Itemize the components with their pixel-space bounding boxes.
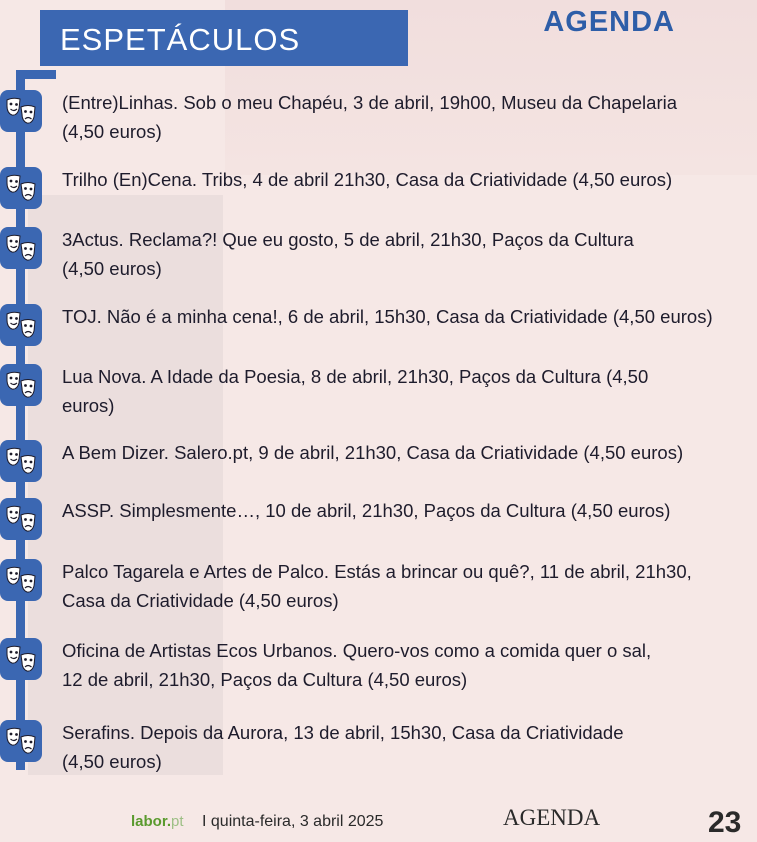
page-number: 23 [708,806,742,839]
event-item [62,636,752,694]
theater-masks-icon [0,720,42,762]
event-line: Serafins. Depois da Aurora, 13 de abril, 15h30, Casa da Criatividade [62,722,624,743]
footer-brand-name: labor. [131,813,172,830]
event-line: Oficina de Artistas Ecos Urbanos. Quero-vos como a comida quer o sal, [62,640,652,661]
footer-date: I quinta-feira, 3 abril 2025 [202,813,384,830]
section-title: ESPETÁCULOS [60,22,301,57]
event-item [62,718,752,776]
theater-masks-icon [0,364,42,406]
event-item [62,362,752,420]
event-line: euros) [62,395,115,416]
page-footer [0,800,757,842]
footer-section: AGENDA [503,805,601,830]
left-rule-corner [16,70,56,79]
event-line: (4,50 euros) [62,258,162,279]
event-item [62,438,752,467]
event-line: TOJ. Não é a minha cena!, 6 de abril, 15h30, Casa da Criatividade (4,50 euros) [62,306,713,327]
theater-masks-icon [0,559,42,601]
theater-masks-icon [0,498,42,540]
theater-masks-icon [0,304,42,346]
theater-masks-icon [0,167,42,209]
event-item [62,496,752,525]
event-line: Trilho (En)Cena. Tribs, 4 de abril 21h30, Casa da Criatividade (4,50 euros) [62,169,673,190]
theater-masks-icon [0,638,42,680]
event-line: (4,50 euros) [62,121,162,142]
event-line: ASSP. Simplesmente…, 10 de abril, 21h30, Paços da Cultura (4,50 euros) [62,500,671,521]
event-item [62,557,752,615]
theater-masks-icon [0,440,42,482]
event-line: 12 de abril, 21h30, Paços da Cultura (4,50 euros) [62,669,468,690]
event-item [62,165,752,194]
event-line: (Entre)Linhas. Sob o meu Chapéu, 3 de abril, 19h00, Museu da Chapelaria [62,92,677,113]
event-item [62,302,752,331]
event-item [62,225,752,283]
event-line: Lua Nova. A Idade da Poesia, 8 de abril, 21h30, Paços da Cultura (4,50 [62,366,649,387]
agenda-label: AGENDA [543,6,675,38]
event-item [62,88,752,146]
event-line: Casa da Criatividade (4,50 euros) [62,590,339,611]
event-line: Palco Tagarela e Artes de Palco. Estás a brincar ou quê?, 11 de abril, 21h30, [62,561,692,582]
theater-masks-icon [0,90,42,132]
event-line: (4,50 euros) [62,751,162,772]
footer-brand-suffix: pt [171,813,184,830]
event-line: A Bem Dizer. Salero.pt, 9 de abril, 21h30, Casa da Criatividade (4,50 euros) [62,442,684,463]
footer-brand [131,813,184,830]
event-line: 3Actus. Reclama?! Que eu gosto, 5 de abril, 21h30, Paços da Cultura [62,229,634,250]
theater-masks-icon [0,227,42,269]
